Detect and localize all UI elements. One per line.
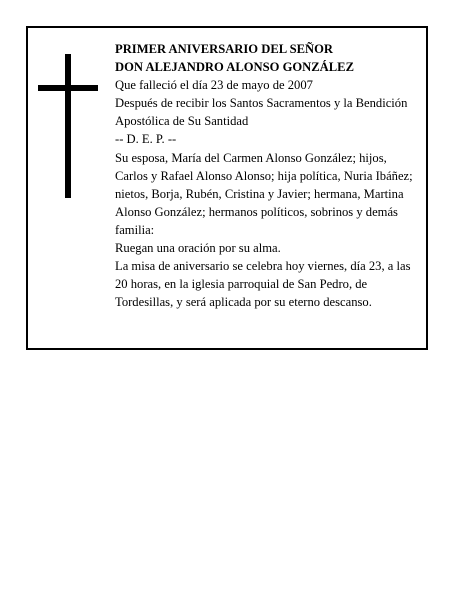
cross-vertical-bar [65,54,71,198]
death-date: Que falleció el día 23 de mayo de 2007 [115,78,313,93]
prayer-request: Ruegan una oración por su alma. [115,241,281,256]
mass-info: La misa de aniversario se celebra hoy viernes, día 23, a las 20 horas, en la iglesia parroquial de San Pedro, de Tordesillas, y será aplicada por su eterno descanso. [115,259,411,310]
cross-horizontal-bar [38,85,98,91]
rip-text: -- D. E. P. -- [115,132,177,147]
family-text: Su esposa, María del Carmen Alonso González; hijos, Carlos y Rafael Alonso Alonso; hija política, Nuria Ibáñez; nietos, Borja, Rubén, Cristina y Javier; hermana, Martina Alonso González; hermanos políticos, sobrinos y demás familia: [115,150,413,237]
sacraments-text: Después de recibir los Santos Sacramentos y la Bendición Apostólica de Su Santidad [115,96,408,129]
cross-icon [38,54,98,198]
heading-line-2: DON ALEJANDRO ALONSO GONZÁLEZ [115,60,354,75]
obituary-text [115,40,420,311]
obituary-notice-frame [26,26,428,350]
heading-line-1: PRIMER ANIVERSARIO DEL SEÑOR [115,42,333,56]
